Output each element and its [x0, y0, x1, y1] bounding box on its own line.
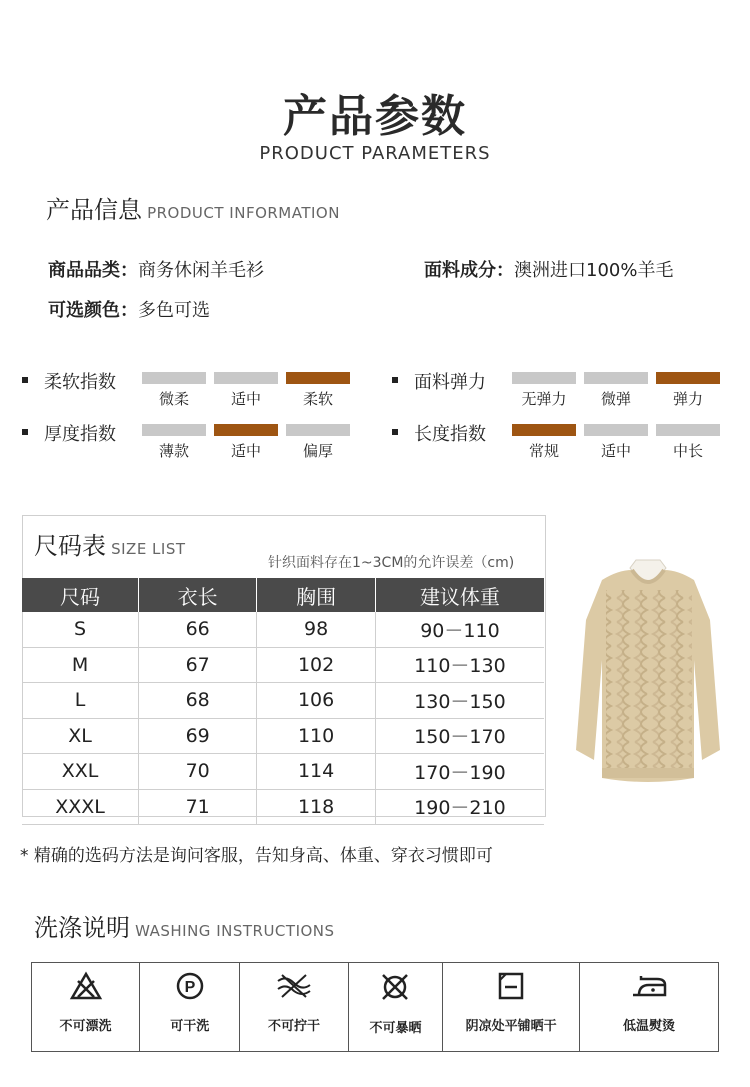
- rating-bullet: [392, 429, 398, 435]
- washing-label: 不可漂洗: [59, 1019, 112, 1034]
- category-label: 商品品类：: [48, 260, 138, 281]
- table-cell: 67: [139, 647, 257, 683]
- rating-label: 长度指数: [414, 424, 486, 445]
- size-table-header-cell: 尺码: [22, 578, 139, 612]
- size-table-header-cell: 建议体重: [375, 578, 544, 612]
- size-footnote: * 精确的选码方法是询问客服，告知身高、体重、穿衣习惯即可: [20, 846, 493, 866]
- table-cell: 110: [257, 718, 376, 754]
- no-bleach-icon: [33, 971, 138, 1005]
- table-row: [22, 718, 544, 754]
- rating-bar: [142, 372, 206, 384]
- fabric-row: [424, 256, 673, 282]
- rating-option-label: 适中: [230, 390, 261, 408]
- size-table-title: 尺码表: [34, 532, 106, 560]
- rating-bar: [214, 372, 278, 384]
- rating-bar: [286, 424, 350, 436]
- dry-flat-shade-icon: [444, 971, 578, 1005]
- product-info-subtitle: PRODUCT INFORMATION: [147, 204, 340, 222]
- size-table-heading: [34, 526, 186, 561]
- table-cell: 106: [257, 683, 376, 719]
- rating-bar: [142, 424, 206, 436]
- rating-option-label: 常规: [528, 442, 559, 460]
- washing-label: 不可拧干: [268, 1019, 321, 1034]
- washing-cell: [348, 963, 443, 1052]
- fabric-value: 澳洲进口100%羊毛: [514, 260, 674, 281]
- table-cell: S: [22, 612, 139, 647]
- table-cell: 110－130: [375, 647, 544, 683]
- table-cell: 170－190: [375, 754, 544, 790]
- no-tumble-dry-icon: [350, 971, 442, 1007]
- size-table-header-cell: 胸围: [257, 578, 376, 612]
- product-info-title: 产品信息: [46, 196, 142, 224]
- table-row: [22, 789, 544, 825]
- iron-low-icon: [581, 971, 717, 1005]
- table-cell: 90－110: [375, 612, 544, 647]
- table-cell: 68: [139, 683, 257, 719]
- table-cell: L: [22, 683, 139, 719]
- washing-subtitle: WASHING INSTRUCTIONS: [135, 922, 335, 940]
- washing-label: 不可暴晒: [369, 1021, 422, 1036]
- category-row: [48, 256, 264, 282]
- washing-cell: [32, 963, 140, 1052]
- color-value: 多色可选: [138, 300, 210, 321]
- rating-option-label: 偏厚: [302, 442, 333, 460]
- rating-bar-active: [286, 372, 350, 384]
- dry-clean-icon: [141, 971, 238, 1005]
- table-cell: 98: [257, 612, 376, 647]
- rating-option-label: 中长: [672, 442, 703, 460]
- rating-option-label: 柔软: [302, 390, 333, 408]
- page-title: 产品参数: [283, 91, 467, 142]
- washing-title: 洗涤说明: [34, 914, 130, 942]
- washing-label: 阴凉处平铺晒干: [465, 1019, 557, 1034]
- rating-bar-active: [512, 424, 576, 436]
- table-cell: XXL: [22, 754, 139, 790]
- table-cell: XXXL: [22, 789, 139, 825]
- tolerance-note: 针织面料存在1~3CM的允许误差（cm): [268, 555, 515, 571]
- table-row: [22, 647, 544, 683]
- washing-label: 低温熨烫: [622, 1019, 675, 1034]
- washing-cell: [579, 963, 718, 1052]
- table-cell: 102: [257, 647, 376, 683]
- rating-bullet: [22, 429, 28, 435]
- table-cell: 130－150: [375, 683, 544, 719]
- rating-option-label: 适中: [230, 442, 261, 460]
- table-row: [22, 612, 544, 647]
- table-cell: 70: [139, 754, 257, 790]
- rating-option-label: 无弹力: [521, 390, 567, 408]
- rating-bar: [512, 372, 576, 384]
- table-cell: 69: [139, 718, 257, 754]
- rating-bar: [584, 424, 648, 436]
- rating-option-label: 薄款: [158, 442, 189, 460]
- washing-cell: [443, 963, 580, 1052]
- table-cell: 190－210: [375, 789, 544, 825]
- rating-option-label: 适中: [600, 442, 631, 460]
- size-table-header-cell: 衣长: [139, 578, 257, 612]
- table-row: [22, 683, 544, 719]
- washing-cell: [140, 963, 240, 1052]
- rating-option-label: 微弹: [600, 390, 631, 408]
- table-cell: 118: [257, 789, 376, 825]
- size-table: [22, 578, 544, 825]
- rating-bar-active: [656, 372, 720, 384]
- rating-bar: [584, 372, 648, 384]
- washing-table: [31, 962, 719, 1052]
- sweater-image: [560, 550, 735, 790]
- washing-heading: [34, 908, 335, 943]
- color-label: 可选颜色：: [48, 300, 138, 321]
- table-cell: XL: [22, 718, 139, 754]
- rating-label: 厚度指数: [44, 424, 116, 445]
- svg-text:P: P: [184, 979, 196, 996]
- rating-option-label: 弹力: [672, 390, 703, 408]
- rating-bar: [656, 424, 720, 436]
- washing-cell: [240, 963, 348, 1052]
- table-cell: 150－170: [375, 718, 544, 754]
- table-cell: 114: [257, 754, 376, 790]
- product-info-heading: [46, 190, 340, 225]
- table-cell: 71: [139, 789, 257, 825]
- size-table-header: [22, 578, 544, 612]
- table-row: [22, 754, 544, 790]
- table-cell: 66: [139, 612, 257, 647]
- table-cell: M: [22, 647, 139, 683]
- page-subtitle: PRODUCT PARAMETERS: [259, 143, 491, 164]
- no-wring-icon: [241, 971, 346, 1005]
- color-row: [48, 296, 210, 322]
- rating-bullet: [22, 377, 28, 383]
- washing-label: 可干洗: [170, 1019, 210, 1034]
- fabric-label: 面料成分：: [424, 260, 514, 281]
- category-value: 商务休闲羊毛衫: [138, 260, 264, 281]
- rating-label: 柔软指数: [44, 372, 116, 393]
- rating-label: 面料弹力: [414, 372, 486, 393]
- rating-bullet: [392, 377, 398, 383]
- rating-option-label: 微柔: [158, 390, 189, 408]
- size-table-subtitle: SIZE LIST: [111, 540, 186, 558]
- rating-bar-active: [214, 424, 278, 436]
